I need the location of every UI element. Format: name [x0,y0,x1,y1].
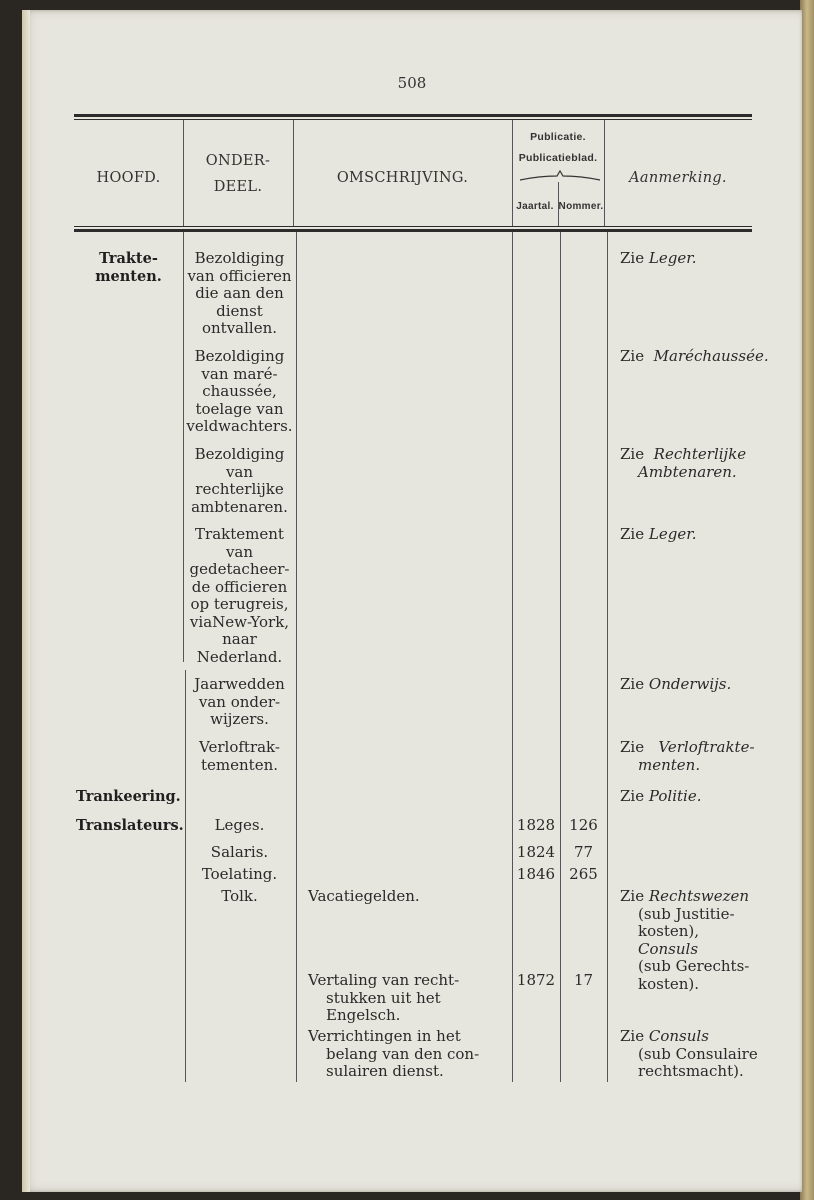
onderdeel-r5: Jaarwedden van onder- wijzers. [194,675,285,728]
header-hoofd: HOOFD. [96,170,161,186]
header-rule [74,226,752,227]
onderdeel-r3: Bezoldiging van rechterlijke ambtenaren. [191,445,288,516]
book-spine [800,0,814,1200]
onderdeel-r1: Bezoldiging van officieren die aan den dienst ontvallen. [187,249,292,337]
omschrijving-vacatiegelden: Vacatiegelden. [308,887,420,905]
onderdeel-toelating: Toelating. [201,865,278,883]
nommer-leges: 126 [569,816,598,834]
column-divider [560,232,561,1082]
jaartal-leges: 1828 [516,816,556,834]
header-publicatie: Publicatie. [530,131,586,143]
header-publicatieblad: Publicatieblad. [518,152,598,164]
jaartal-salaris: 1824 [516,843,556,861]
column-divider [512,232,513,1082]
jaartal-vertaling: 1872 [516,971,556,989]
hoofd-trankeering: Trankeering. [76,788,181,805]
column-divider [296,232,297,1082]
nommer-salaris: 77 [573,843,594,861]
aanmerking-r2: Zie Maréchaussée. [620,347,769,365]
onderdeel-r6: Verloftrak- tementen. [199,738,280,774]
omschrijving-verrichtingen: Verrichtingen in het belang van den con- sulairen dienst. [308,1027,480,1080]
jaartal-toelating: 1846 [516,865,556,883]
top-rule-thin [74,119,752,120]
column-divider [607,232,608,1082]
nommer-vertaling: 17 [573,971,594,989]
aanmerking-r1: Zie Leger. [620,249,697,267]
onderdeel-r4: Traktement van gedetacheer- de officieren op terugreis, viaNew-York, naar Nederland. [189,525,290,666]
document-page [22,10,802,1192]
aanmerking-r6: Zie Verloftrakte- menten. [620,738,755,774]
onderdeel-r2: Bezoldiging van maré- chaussée, toelage van veldwachters. [186,347,293,435]
onderdeel-tolk: Tolk. [221,887,258,905]
header-onderdeel-1: ONDER- [205,153,271,169]
hoofd-traktementen: Trakte- menten. [95,250,162,285]
header-nommer: Nommer. [558,201,604,212]
header-onderdeel-2: DEEL. [213,179,263,195]
column-divider [183,120,184,226]
aanmerking-trankeering: Zie Politie. [620,787,702,805]
hoofd-translateurs: Translateurs. [76,817,184,834]
header-rule-thick [74,229,752,232]
aanmerking-r4: Zie Leger. [620,525,697,543]
aanmerking-tolk: Zie Rechtswezen (sub Justitie- kosten), Consuls (sub Gerechts- kosten). [620,887,750,993]
top-rule [74,114,752,117]
header-brace [519,170,601,182]
header-omschrijving: OMSCHRIJVING. [336,170,469,186]
aanmerking-verrichtingen: Zie Consuls (sub Consulaire rechtsmacht). [620,1027,758,1080]
aanmerking-r5: Zie Onderwijs. [620,675,732,693]
header-jaartal: Jaartal. [516,201,554,212]
onderdeel-salaris: Salaris. [210,843,269,861]
nommer-toelating: 265 [569,865,598,883]
omschrijving-vertaling: Vertaling van recht- stukken uit het Engelsch. [308,971,460,1024]
header-aanmerking: Aanmerking. [629,170,727,186]
onderdeel-leges: Leges. [214,816,265,834]
page-number: 508 [397,74,427,92]
aanmerking-r3: Zie Rechterlijke Ambtenaren. [620,445,747,481]
